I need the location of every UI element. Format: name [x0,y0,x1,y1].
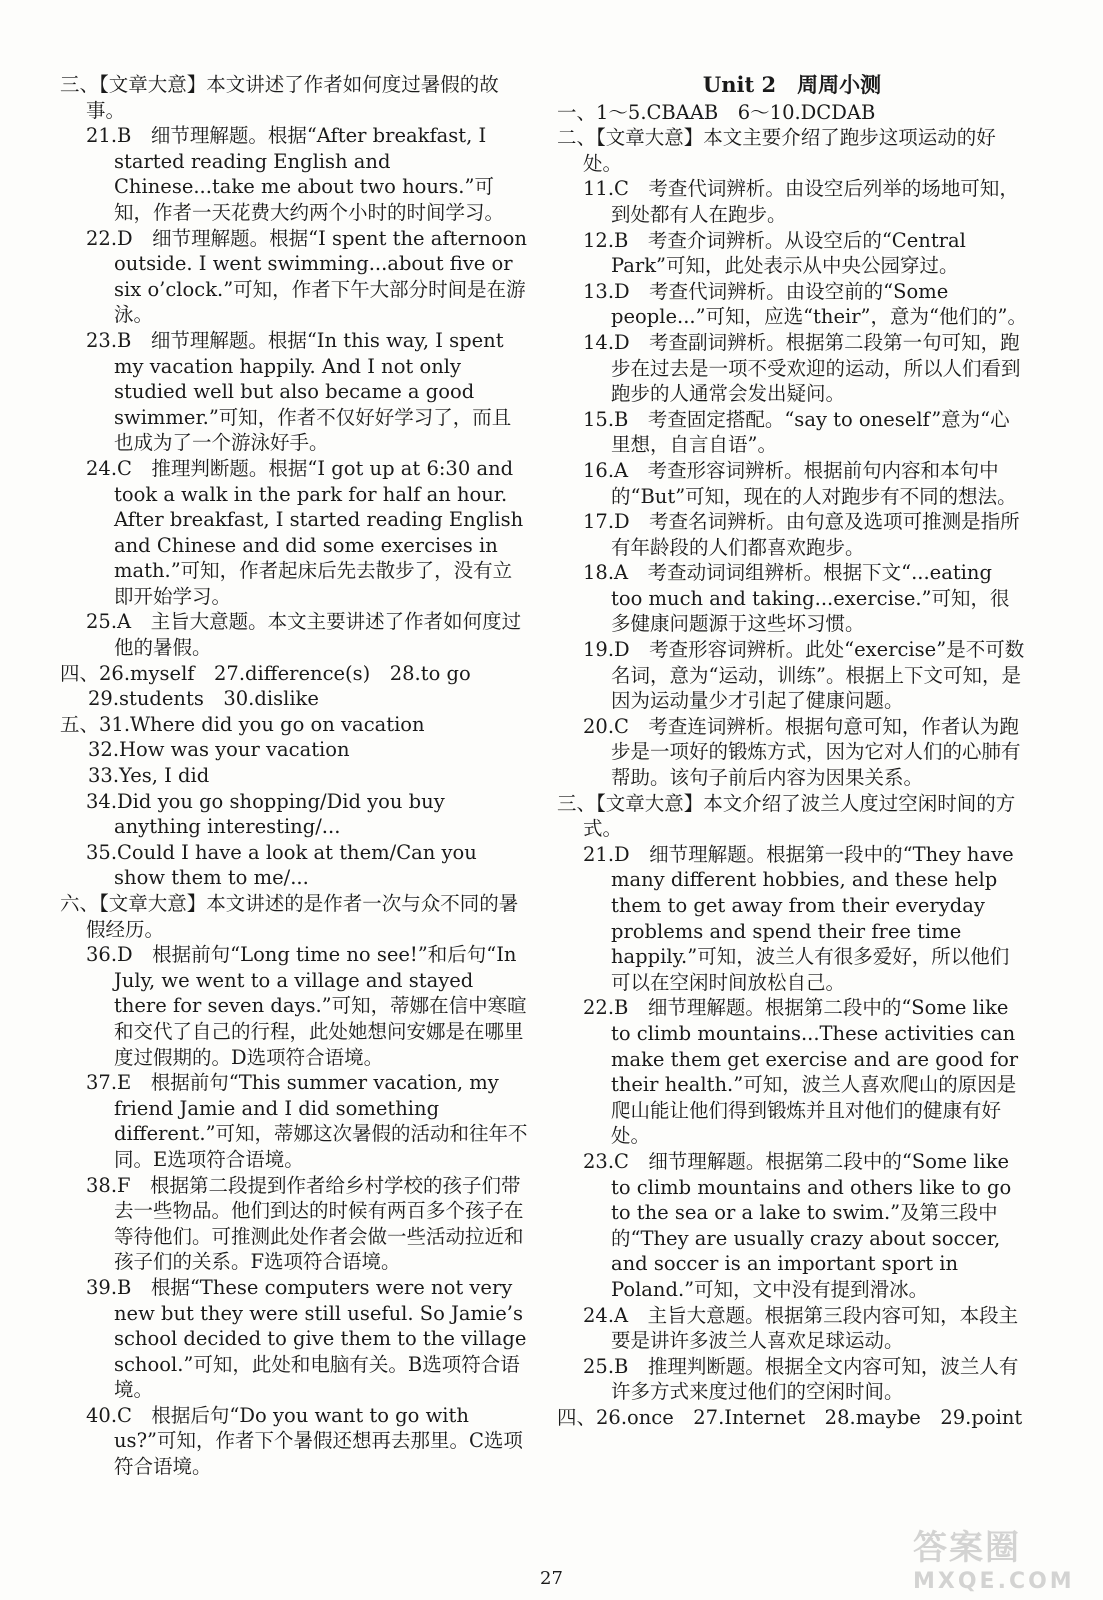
answer-36: 36.D 根据前句“Long time no see!”和后句“In July, we went to a village and stayed there for seven days.”可知，蒂娜在信中寒暄和交代了自己的行程，此处她想问安娜是在哪里度过假期的。D选项符合语境。 [86,943,527,1069]
answer-37: 37.E 根据前句“This summer vacation, my friend Jamie and I did something different.”可知，蒂娜这次暑假的活动和往年不同。E选项符合语境。 [86,1071,528,1171]
section-4-answers-right: 四、26.once 27.Internet 28.maybe 29.point [557,1405,1023,1429]
answer-24-right: 24.A 主旨大意题。根据第三段内容可知，本段主要是讲许多波兰人喜欢足球运动。 [583,1303,1019,1353]
section-4-answers-line2: 29.students 30.dislike [88,687,319,711]
answer-23-right: 23.C 细节理解题。根据第二段中的“Some like to climb mountains and others like to go to the sea or a lake to swim.”及第三段中的“They are usually crazy about soccer, and soccer is an important sport in Poland.”可知，文中没有提到滑冰。 [583,1149,1012,1301]
answer-33: 33.Yes, I did [88,764,210,788]
section-3-summary: 三、【文章大意】本文讲述了作者如何度过暑假的故事。 [60,73,499,122]
answer-19: 19.D 考查形容词辨析。此处“exercise”是不可数名词，意为“运动，训练”。根据上下文可知，是因为运动量少才引起了健康问题。 [583,638,1025,713]
unit-title: Unit 2 周周小测 [702,72,882,97]
answer-20: 20.C 考查连词辨析。根据句意可知，作者认为跑步是一项好的锻炼方式，因为它对人们的心肺有帮助。该句子前后内容为因果关系。 [583,714,1021,790]
answer-32: 32.How was your vacation [88,738,350,762]
section-3-summary-right: 三、【文章大意】本文介绍了波兰人度过空闲时间的方式。 [557,791,1016,841]
answer-22: 22.D 细节理解题。根据“I spent the afternoon outside. I went swimming...about five or six o’clock.”可知，作者下午大部分时间是在游泳。 [86,226,527,327]
left-column [60,72,530,1480]
watermark-url: MXQE.COM [913,1569,1075,1594]
answer-14: 14.D 考查副词辨析。根据第二段第一句可知，跑步在过去是一项不受欢迎的运动，所以人们看到跑步的人通常会发出疑问。 [583,330,1021,406]
section-2-summary: 二、【文章大意】本文主要介绍了跑步这项运动的好处。 [557,126,996,175]
answer-23: 23.B 细节理解题。根据“In this way, I spent my vacation happily. And I not only studied well but also became a good swimmer.”可知，作者不仅好好学习了，而且也成为了一个游泳好手。 [86,328,512,455]
answer-39: 39.B 根据“These computers were not very new but they were still useful. So Jamie’s school decided to give them to the village school.”可知，此处和电脑有关。B选项符合语境。 [86,1275,527,1402]
answer-24: 24.C 推理判断题。根据“I got up at 6:30 and took a walk in the park for half an hour. After breakfast, I started reading English and Chinese and did some exercises in math.”可知，作者起床后先去散步了，没有立即开始学习。 [86,456,524,608]
answer-15: 15.B 考查固定搭配。“say to oneself”意为“心里想，自言自语”。 [583,407,1010,457]
section-4-answers-line1: 四、26.myself 27.difference(s) 28.to go [60,661,471,685]
section-6-summary: 六、【文章大意】本文讲述的是作者一次与众不同的暑假经历。 [60,892,519,941]
answer-40: 40.C 根据后句“Do you want to go with us?”可知，作者下个暑假还想再去那里。C选项符合语境。 [86,1403,523,1479]
answer-21-right: 21.D 细节理解题。根据第一段中的“They have many different hobbies, and these help them to get away from their everyday problems and spend their free time happily.”可知，波兰人有很多爱好，所以他们可以在空闲时间放松自己。 [583,842,1014,994]
answer-18: 18.A 考查动词词组辨析。根据下文“...eating too much and taking...exercise.”可知，很多健康问题源于这些坏习惯。 [583,561,1010,636]
page-number: 27 [540,1568,563,1589]
answer-13: 13.D 考查代词辨析。由设空前的“Some people...”可知，应选“their”，意为“他们的”。 [583,279,1027,329]
answer-25: 25.A 主旨大意题。本文主要讲述了作者如何度过他的暑假。 [86,610,522,660]
answer-21: 21.B 细节理解题。根据“After breakfast, I started reading English and Chinese...take me about two hours.”可知，作者一天花费大约两个小时的时间学习。 [86,124,505,224]
answer-38: 38.F 根据第二段提到作者给乡村学校的孩子们带去一些物品。他们到达的时候有两百多个孩子在等待他们。可推测此处作者会做一些活动拉近和孩子们的关系。F选项符合语境。 [86,1173,524,1274]
right-column [557,72,1027,1430]
answer-11: 11.C 考查代词辨析。由设空后列举的场地可知，到处都有人在跑步。 [583,177,1019,226]
watermark-logo [913,1520,1083,1594]
answer-25-right: 25.B 推理判断题。根据全文内容可知，波兰人有许多方式来度过他们的空闲时间。 [583,1354,1019,1404]
watermark-text: 答案圈 [913,1528,1021,1568]
answer-31: 五、31.Where did you go on vacation [60,712,425,736]
answer-16: 16.A 考查形容词辨析。根据前句内容和本句中的“But”可知，现在的人对跑步有不同的想法。 [583,458,1017,508]
answer-17: 17.D 考查名词辨析。由句意及选项可推测是指所有年龄段的人们都喜欢跑步。 [583,510,1020,559]
answer-22-right: 22.B 细节理解题。根据第二段中的“Some like to climb mountains...These activities can make them get exercise and are good for their health.”可知，波兰人喜欢爬山的原因是爬山能让他们得到锻炼并且对他们的健康有好处。 [583,996,1019,1148]
answer-34: 34.Did you go shopping/Did you buy anything interesting/... [86,789,445,839]
section-1-answers: 一、1～5.CBAAB 6～10.DCDAB [557,100,876,124]
answer-12: 12.B 考查介词辨析。从设空后的“Central Park”可知，此处表示从中央公园穿过。 [583,228,966,278]
answer-35: 35.Could I have a look at them/Can you show them to me/... [86,840,477,890]
